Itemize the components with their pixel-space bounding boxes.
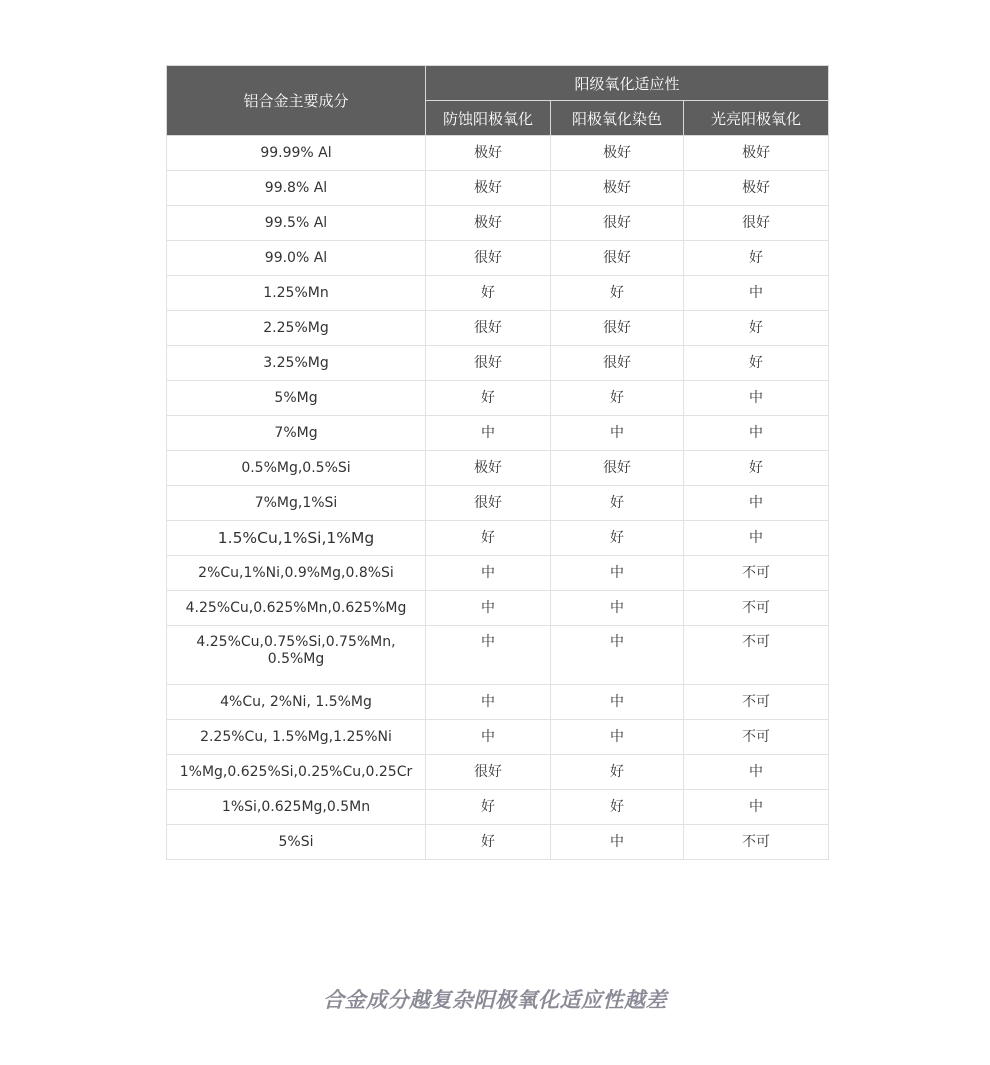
composition-cell: 4.25%Cu,0.625%Mn,0.625%Mg xyxy=(167,591,426,626)
header-protective-anodizing: 防蚀阳极氧化 xyxy=(426,101,551,136)
protective-anodizing-cell: 很好 xyxy=(426,346,551,381)
dye-anodizing-cell: 中 xyxy=(551,825,684,860)
composition-cell: 1.25%Mn xyxy=(167,276,426,311)
bright-anodizing-cell: 不可 xyxy=(684,591,829,626)
composition-cell: 2.25%Cu, 1.5%Mg,1.25%Ni xyxy=(167,720,426,755)
figure-caption: 合金成分越复杂阳极氧化适应性越差 xyxy=(323,988,667,1012)
dye-anodizing-cell: 好 xyxy=(551,381,684,416)
protective-anodizing-cell: 好 xyxy=(426,276,551,311)
table-row xyxy=(167,206,829,241)
dye-anodizing-cell: 很好 xyxy=(551,241,684,276)
bright-anodizing-cell: 不可 xyxy=(684,556,829,591)
composition-cell: 1.5%Cu,1%Si,1%Mg xyxy=(167,521,426,556)
dye-anodizing-cell: 中 xyxy=(551,556,684,591)
bright-anodizing-cell: 不可 xyxy=(684,720,829,755)
dye-anodizing-cell: 很好 xyxy=(551,346,684,381)
protective-anodizing-cell: 中 xyxy=(426,720,551,755)
dye-anodizing-cell: 中 xyxy=(551,591,684,626)
bright-anodizing-cell: 中 xyxy=(684,416,829,451)
bright-anodizing-cell: 中 xyxy=(684,381,829,416)
composition-cell: 1%Si,0.625Mg,0.5Mn xyxy=(167,790,426,825)
bright-anodizing-cell: 中 xyxy=(684,276,829,311)
protective-anodizing-cell: 很好 xyxy=(426,486,551,521)
header-bright-anodizing: 光亮阳极氧化 xyxy=(684,101,829,136)
dye-anodizing-cell: 中 xyxy=(551,626,684,685)
header-dye-anodizing: 阳极氧化染色 xyxy=(551,101,684,136)
protective-anodizing-cell: 好 xyxy=(426,825,551,860)
composition-cell: 4.25%Cu,0.75%Si,0.75%Mn, 0.5%Mg xyxy=(167,626,426,685)
dye-anodizing-cell: 好 xyxy=(551,790,684,825)
dye-anodizing-cell: 好 xyxy=(551,486,684,521)
protective-anodizing-cell: 极好 xyxy=(426,136,551,171)
dye-anodizing-cell: 很好 xyxy=(551,311,684,346)
dye-anodizing-cell: 好 xyxy=(551,276,684,311)
bright-anodizing-cell: 中 xyxy=(684,790,829,825)
protective-anodizing-cell: 极好 xyxy=(426,206,551,241)
protective-anodizing-cell: 中 xyxy=(426,685,551,720)
bright-anodizing-cell: 好 xyxy=(684,311,829,346)
protective-anodizing-cell: 很好 xyxy=(426,755,551,790)
composition-cell: 99.0% Al xyxy=(167,241,426,276)
bright-anodizing-cell: 不可 xyxy=(684,825,829,860)
composition-cell: 5%Mg xyxy=(167,381,426,416)
composition-cell: 99.5% Al xyxy=(167,206,426,241)
dye-anodizing-cell: 很好 xyxy=(551,206,684,241)
composition-cell: 99.99% Al xyxy=(167,136,426,171)
table-row xyxy=(167,416,829,451)
table-row xyxy=(167,381,829,416)
protective-anodizing-cell: 中 xyxy=(426,626,551,685)
table-row xyxy=(167,346,829,381)
table-row xyxy=(167,825,829,860)
table-row xyxy=(167,451,829,486)
table-row xyxy=(167,755,829,790)
dye-anodizing-cell: 极好 xyxy=(551,136,684,171)
protective-anodizing-cell: 很好 xyxy=(426,311,551,346)
protective-anodizing-cell: 极好 xyxy=(426,171,551,206)
bright-anodizing-cell: 极好 xyxy=(684,136,829,171)
bright-anodizing-cell: 中 xyxy=(684,521,829,556)
bright-anodizing-cell: 极好 xyxy=(684,171,829,206)
dye-anodizing-cell: 中 xyxy=(551,416,684,451)
dye-anodizing-cell: 极好 xyxy=(551,171,684,206)
table-row xyxy=(167,311,829,346)
protective-anodizing-cell: 中 xyxy=(426,556,551,591)
table-row xyxy=(167,171,829,206)
composition-cell: 7%Mg xyxy=(167,416,426,451)
table-row xyxy=(167,241,829,276)
composition-cell: 99.8% Al xyxy=(167,171,426,206)
table-row xyxy=(167,720,829,755)
protective-anodizing-cell: 好 xyxy=(426,521,551,556)
composition-cell: 5%Si xyxy=(167,825,426,860)
table-row xyxy=(167,591,829,626)
composition-cell: 3.25%Mg xyxy=(167,346,426,381)
dye-anodizing-cell: 中 xyxy=(551,685,684,720)
composition-cell: 4%Cu, 2%Ni, 1.5%Mg xyxy=(167,685,426,720)
header-composition: 铝合金主要成分 xyxy=(167,66,426,136)
composition-cell: 0.5%Mg,0.5%Si xyxy=(167,451,426,486)
protective-anodizing-cell: 很好 xyxy=(426,241,551,276)
table-row xyxy=(167,626,829,685)
composition-cell: 2.25%Mg xyxy=(167,311,426,346)
dye-anodizing-cell: 好 xyxy=(551,521,684,556)
table-row xyxy=(167,685,829,720)
table-row xyxy=(167,486,829,521)
bright-anodizing-cell: 不可 xyxy=(684,626,829,685)
protective-anodizing-cell: 中 xyxy=(426,416,551,451)
dye-anodizing-cell: 好 xyxy=(551,755,684,790)
table-row xyxy=(167,136,829,171)
bright-anodizing-cell: 很好 xyxy=(684,206,829,241)
anodizing-suitability-table xyxy=(166,65,829,860)
bright-anodizing-cell: 中 xyxy=(684,486,829,521)
protective-anodizing-cell: 中 xyxy=(426,591,551,626)
dye-anodizing-cell: 中 xyxy=(551,720,684,755)
composition-cell: 2%Cu,1%Ni,0.9%Mg,0.8%Si xyxy=(167,556,426,591)
protective-anodizing-cell: 好 xyxy=(426,381,551,416)
bright-anodizing-cell: 中 xyxy=(684,755,829,790)
protective-anodizing-cell: 好 xyxy=(426,790,551,825)
composition-cell: 7%Mg,1%Si xyxy=(167,486,426,521)
table-row xyxy=(167,790,829,825)
bright-anodizing-cell: 好 xyxy=(684,241,829,276)
composition-cell: 1%Mg,0.625%Si,0.25%Cu,0.25Cr xyxy=(167,755,426,790)
protective-anodizing-cell: 极好 xyxy=(426,451,551,486)
bright-anodizing-cell: 不可 xyxy=(684,685,829,720)
dye-anodizing-cell: 很好 xyxy=(551,451,684,486)
table-row xyxy=(167,556,829,591)
bright-anodizing-cell: 好 xyxy=(684,346,829,381)
table-row xyxy=(167,521,829,556)
table-row xyxy=(167,276,829,311)
bright-anodizing-cell: 好 xyxy=(684,451,829,486)
header-anodizing-suitability: 阳级氧化适应性 xyxy=(426,66,829,101)
